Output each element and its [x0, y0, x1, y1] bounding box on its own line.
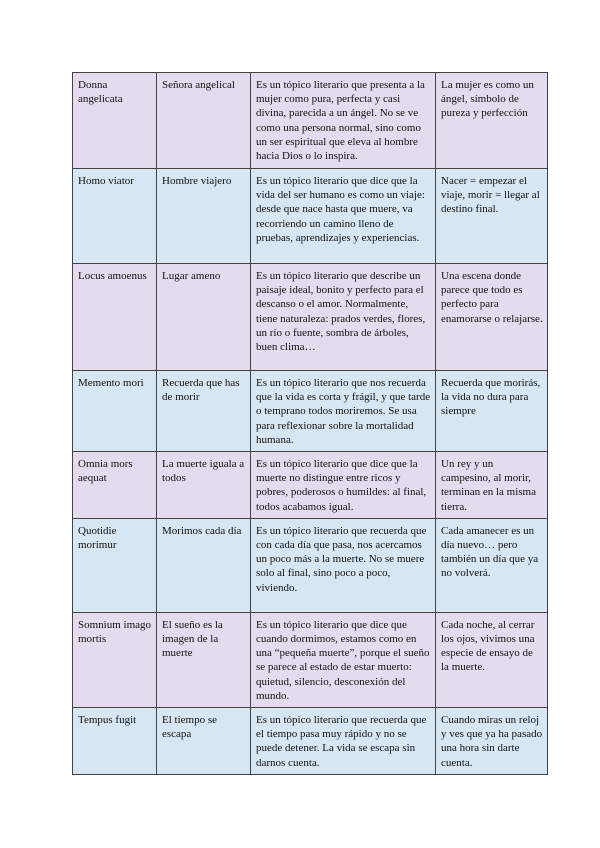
definition-cell: Es un tópico literario que recuerda que el tiempo pasa muy rápido y no se puede detener. La vida se escapa sin darnos cuenta. [251, 708, 436, 775]
translation-cell: Hombre viajero [157, 169, 251, 264]
example-cell: Recuerda que morirás, la vida no dura para siempre [436, 371, 548, 452]
translation-cell: Recuerda que has de morir [157, 371, 251, 452]
table-row [73, 708, 548, 775]
latin-term-cell: Tempus fugit [73, 708, 157, 775]
table-row [73, 612, 548, 707]
definition-cell: Es un tópico literario que describe un paisaje ideal, bonito y perfecto para el descanso o el amor. Normalmente, tiene naturaleza: prados verdes, flores, un río o fuente, sombra de árboles, buen clima… [251, 264, 436, 371]
latin-term-cell: Locus amoenus [73, 264, 157, 371]
example-cell: Una escena donde parece que todo es perfecto para enamorarse o relajarse. [436, 264, 548, 371]
latin-term-cell: Quotidie morimur [73, 518, 157, 612]
table-row [73, 452, 548, 519]
latin-term-cell: Homo viator [73, 169, 157, 264]
table-row [73, 169, 548, 264]
translation-cell: El sueño es la imagen de la muerte [157, 612, 251, 707]
latin-term-cell: Donna angelicata [73, 73, 157, 169]
table-row [73, 264, 548, 371]
translation-cell: Morimos cada día [157, 518, 251, 612]
definition-cell: Es un tópico literario que dice que la vida del ser humano es como un viaje: desde que nace hasta que muere, va recorriendo un camino lleno de pruebas, aprendizajes y experiencias. [251, 169, 436, 264]
example-cell: La mujer es como un ángel, símbolo de pureza y perfección [436, 73, 548, 169]
translation-cell: Señora angelical [157, 73, 251, 169]
example-cell: Un rey y un campesino, al morir, terminan en la misma tierra. [436, 452, 548, 519]
latin-term-cell: Memento mori [73, 371, 157, 452]
latin-term-cell: Omnia mors aequat [73, 452, 157, 519]
definition-cell: Es un tópico literario que presenta a la mujer como pura, perfecta y casi divina, parecida a un ángel. No se ve como una persona normal, sino como un ser espiritual que eleva al hombre hacia Dios o lo inspira. [251, 73, 436, 169]
table-row [73, 518, 548, 612]
translation-cell: Lugar ameno [157, 264, 251, 371]
definition-cell: Es un tópico literario que dice que la muerte no distingue entre ricos y pobres, poderosos o humildes: al final, todos acabamos igual. [251, 452, 436, 519]
table-row [73, 73, 548, 169]
latin-term-cell: Somnium imago mortis [73, 612, 157, 707]
definition-cell: Es un tópico literario que recuerda que con cada día que pasa, nos acercamos un poco más a la muerte. No se muere solo al final, sino poco a poco, viviendo. [251, 518, 436, 612]
literary-topics-table [72, 72, 548, 775]
example-cell: Cada amanecer es un día nuevo… pero también un día que ya no volverá. [436, 518, 548, 612]
table-row [73, 371, 548, 452]
example-cell: Nacer = empezar el viaje, morir = llegar al destino final. [436, 169, 548, 264]
translation-cell: El tiempo se escapa [157, 708, 251, 775]
definition-cell: Es un tópico literario que nos recuerda que la vida es corta y frágil, y que tarde o temprano todos moriremos. Se usa para reflexionar sobre la mortalidad humana. [251, 371, 436, 452]
definition-cell: Es un tópico literario que dice que cuando dormimos, estamos como en una “pequeña muerte”, porque el sueño se parece al estado de estar muerto: quietud, silencio, desconexión del mundo. [251, 612, 436, 707]
translation-cell: La muerte iguala a todos [157, 452, 251, 519]
example-cell: Cuando miras un reloj y ves que ya ha pasado una hora sin darte cuenta. [436, 708, 548, 775]
example-cell: Cada noche, al cerrar los ojos, vivimos una especie de ensayo de la muerte. [436, 612, 548, 707]
